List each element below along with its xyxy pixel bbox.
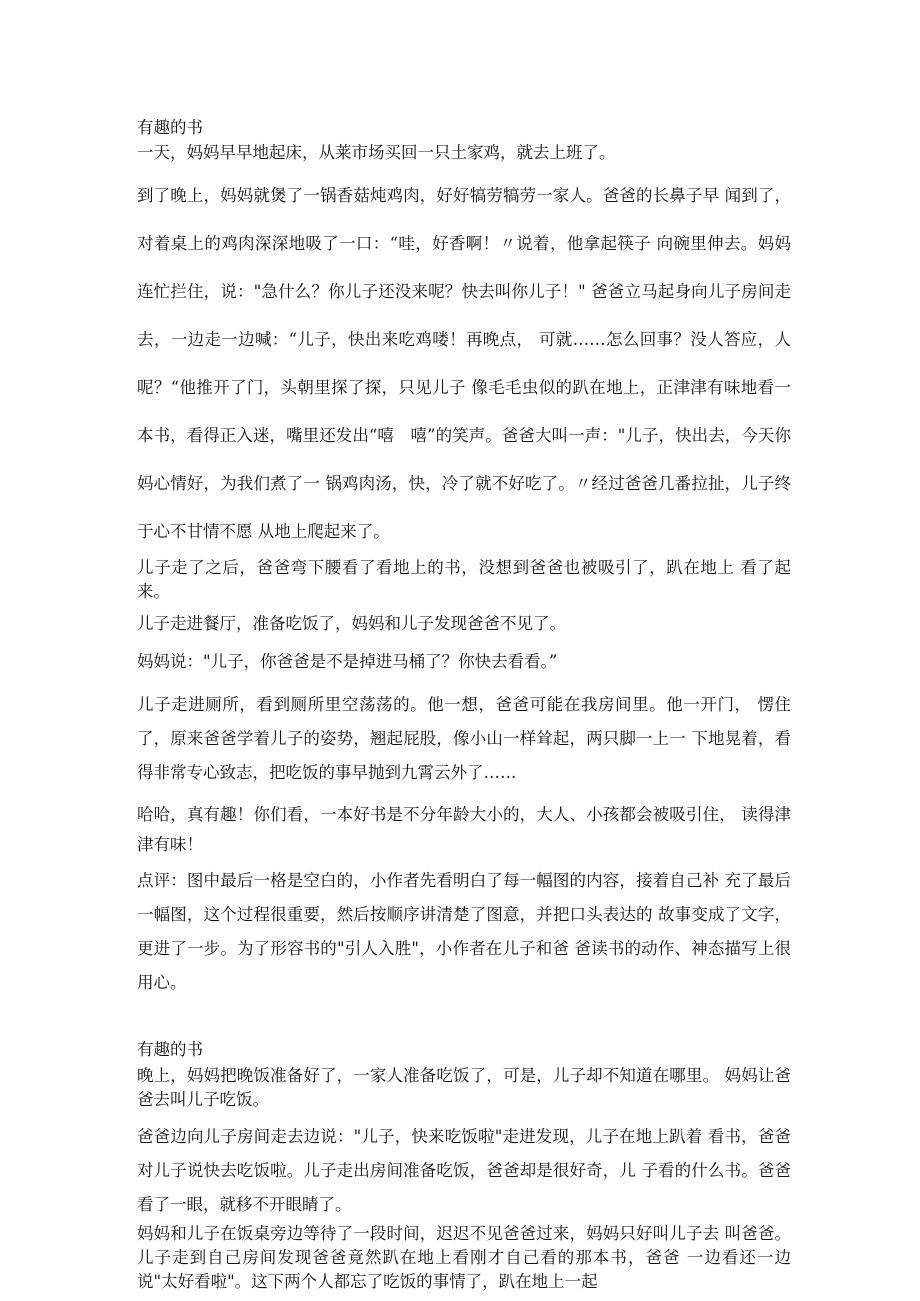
story-1-paragraph-6: 儿子走进厕所，看到厕所里空荡荡的。他一想，爸爸可能在我房间里。他一开门， 愣住了，原来爸爸学着儿子的姿势，翘起屁股，像小山一样耸起，两只脚一上一 下地晃着，看得非常专心致志，把吃饭的事早抛到九霄云外了…… xyxy=(137,695,791,782)
story-2 xyxy=(137,1040,791,1294)
story-1-paragraph-2: 到了晚上，妈妈就煲了一锅香菇炖鸡肉，好好犒劳犒劳一家人。爸爸的长鼻子早 闻到了，对着桌上的鸡肉深深地吸了一口：“哇，好香啊！〃说着，他拿起筷子 向碗里伸去。妈妈连忙拦住，说："急什么？你儿子还没来呢？快去叫你儿子！" 爸爸立马起身向儿子房间走去，一边走一边喊：“儿子，快出来吃鸡喽！再晚点， 可就……怎么回事？没人答应，人呢？“他推开了门，头朝里探了探，只见儿子 像毛毛虫似的趴在地上，正津津有味地看一本书，看得正入迷，嘴里还发出“嘻 嘻”的笑声。爸爸大叫一声："儿子，快出去，今天你妈心情好，为我们煮了一 锅鸡肉汤，快，冷了就不好吃了。〃经过爸爸几番拉扯，儿子终于心不甘情不愿 从地上爬起来了。 xyxy=(137,186,791,541)
story-1-title: 有趣的书 xyxy=(137,118,203,137)
story-2-paragraph-3: 妈妈和儿子在饭桌旁边等待了一段时间，迟迟不见爸爸过来，妈妈只好叫儿子去 叫爸爸。儿子走到自己房间发现爸爸竟然趴在地上看刚才自己看的那本书，爸爸 一边看还一边说"太好看啦"。这下两个人都忘了吃饭的事情了，趴在地上一起 xyxy=(137,1224,791,1291)
document-body xyxy=(137,118,791,1294)
story-1-paragraph-3: 儿子走了之后，爸爸弯下腰看了看地上的书，没想到爸爸也被吸引了，趴在地上 看了起来。 xyxy=(137,558,791,601)
story-2-title: 有趣的书 xyxy=(137,1040,203,1059)
story-1-paragraph-7: 哈哈，真有趣！你们看，一本好书是不分年龄大小的，大人、小孩都会被吸引住， 读得津津有味！ xyxy=(137,805,791,854)
story-1-paragraph-4: 儿子走进餐厅，准备吃饭了，妈妈和儿子发现爸爸不见了。 xyxy=(137,614,566,633)
story-1-commentary: 点评：图中最后一格是空白的，小作者先看明白了每一幅图的内容，接着自己补 充了最后一幅图，这个过程很重要，然后按顺序讲清楚了图意，并把口头表达的 故事变成了文字，更进了一步。为了形容书的"引人入胜"，小作者在儿子和爸 爸读书的动作、神态描写上很用心。 xyxy=(137,871,791,992)
story-1-paragraph-5: 妈妈说："儿子，你爸爸是不是掉进马桶了？你快去看看。” xyxy=(137,652,558,671)
story-2-paragraph-1: 晚上，妈妈把晚饭准备好了，一家人准备吃饭了，可是，儿子却不知道在哪里。 妈妈让爸爸去叫儿子吃饭。 xyxy=(137,1066,791,1109)
story-2-paragraph-2: 爸爸边向儿子房间走去边说："儿子，快来吃饭啦"走进发现，儿子在地上趴着 看书，爸爸对儿子说快去吃饭啦。儿子走出房间准备吃饭，爸爸却是很好奇，儿 子看的什么书。爸爸看了一眼，就移不开眼睛了。 xyxy=(137,1127,791,1214)
story-1-paragraph-1: 一天，妈妈早早地起床，从莱市场买回一只土家鸡，就去上班了。 xyxy=(137,143,616,162)
story-1 xyxy=(137,118,791,1000)
